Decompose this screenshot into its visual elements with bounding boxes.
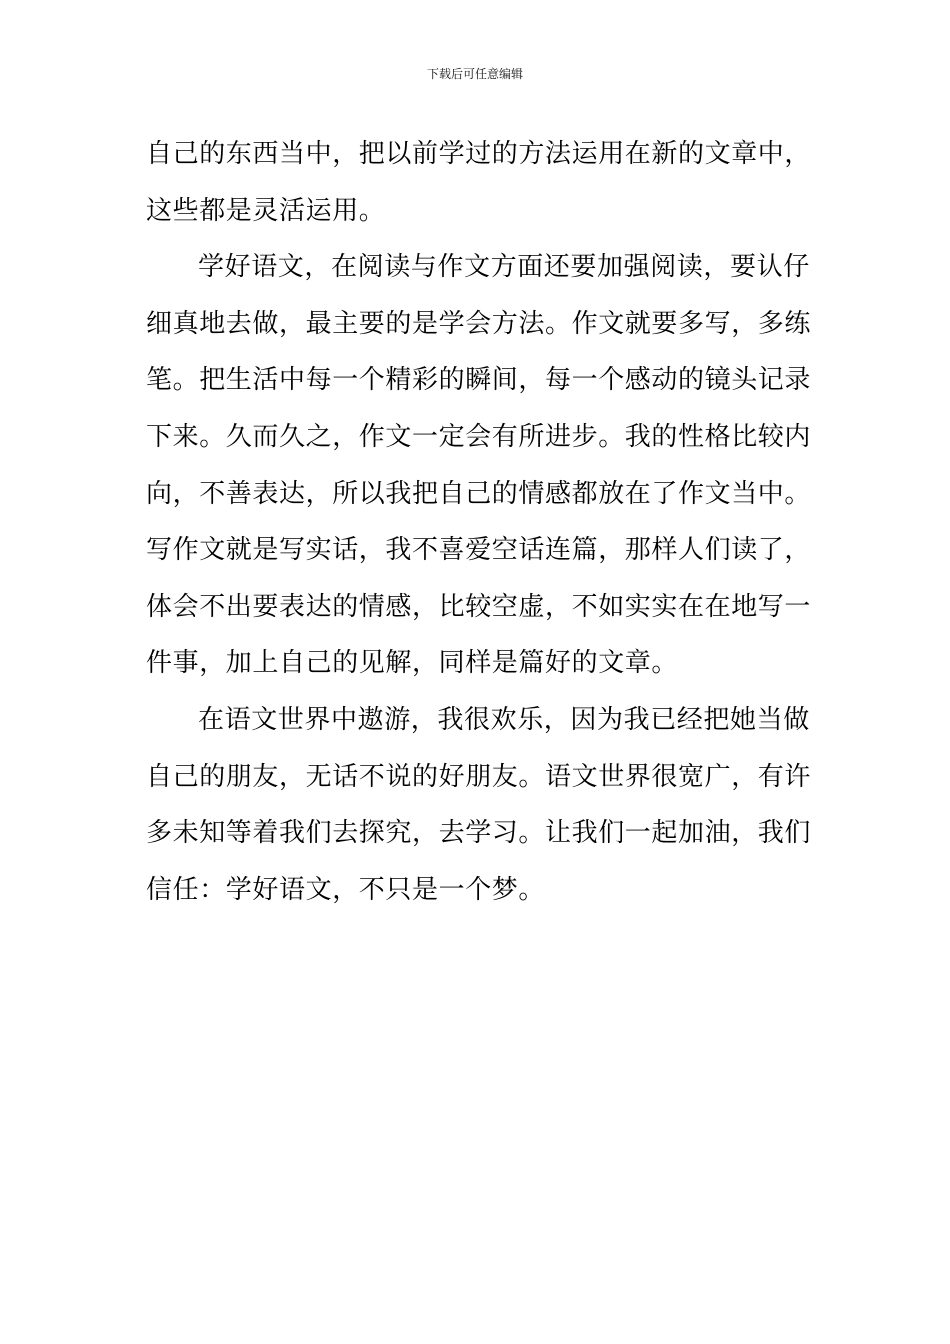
paragraph-line: 多未知等着我们去探究，去学习。让我们一起加油，我们 <box>146 818 812 849</box>
paragraph-line: 件事，加上自己的见解，同样是篇好的文章。 <box>146 648 679 679</box>
paragraph-line: 信任：学好语文，不只是一个梦。 <box>146 874 546 905</box>
paragraph-line: 写作文就是写实话，我不喜爱空话连篇，那样人们读了， <box>146 535 812 566</box>
paragraph-first-line: 在语文世界中遨游，我很欢乐，因为我已经把她当做 <box>198 704 810 735</box>
paragraph-line: 下来。久而久之，作文一定会有所进步。我的性格比较内 <box>146 421 812 452</box>
paragraph-line: 体会不出要表达的情感，比较空虚，不如实实在在地写一 <box>146 591 812 622</box>
document-body <box>146 126 810 918</box>
paragraph-line: 向，不善表达，所以我把自己的情感都放在了作文当中。 <box>146 478 812 509</box>
paragraph-line: 笔。把生活中每一个精彩的瞬间，每一个感动的镜头记录 <box>146 365 812 396</box>
paragraph-line: 自己的东西当中，把以前学过的方法运用在新的文章中， <box>146 139 812 169</box>
paragraph-line: 自己的朋友，无话不说的好朋友。语文世界很宽广，有许 <box>146 761 812 792</box>
paragraph-line: 细真地去做，最主要的是学会方法。作文就要多写，多练 <box>146 308 812 339</box>
paragraph-first-line: 学好语文，在阅读与作文方面还要加强阅读，要认仔 <box>198 252 810 283</box>
paragraph-line: 这些都是灵活运用。 <box>146 195 386 226</box>
page-header-note: 下载后可任意编辑 <box>426 67 523 81</box>
